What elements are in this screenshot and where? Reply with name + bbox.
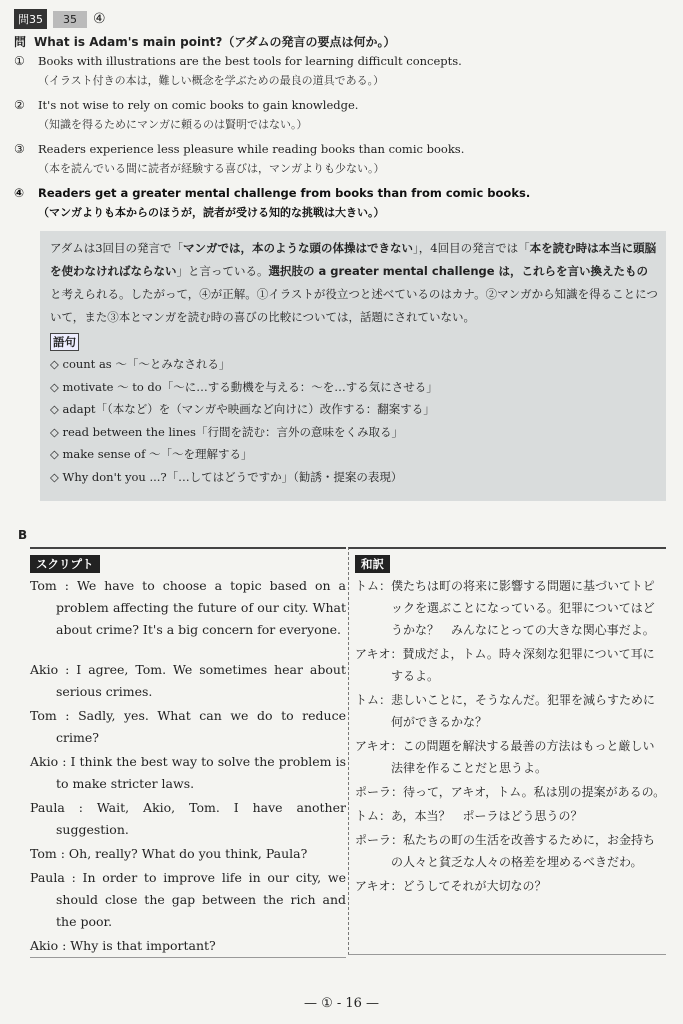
question-prefix: 問 bbox=[14, 35, 27, 49]
answer-mark: ④ bbox=[93, 11, 106, 27]
question-tag: 問35 bbox=[14, 9, 47, 29]
vocab-item: ◇ Why don't you ...?「…してはどうですか」（勧誘・提案の表現） bbox=[50, 469, 403, 484]
explanation-box bbox=[40, 231, 666, 501]
speaker-name: ポーラ bbox=[355, 785, 392, 799]
vocab-item: ◇ motivate ～ to do「～に…する動機を与える：～を…する気にさせる」 bbox=[50, 379, 438, 394]
option-japanese: （マンガよりも本からのほうが，読者が受ける知的な挑戦は大きい。） bbox=[38, 206, 385, 219]
dialogue-line: Paula : Wait, Akio, Tom. I have another suggestion. bbox=[30, 800, 346, 837]
speaker-name: Paula bbox=[30, 870, 65, 885]
dialogue-line: アキオ：この問題を解決する最善の方法はもっと厳しい法律を作ることだと思うよ。 bbox=[355, 739, 655, 775]
dialogue-line: Tom : Sadly, yes. What can we do to reduce crime? bbox=[30, 708, 346, 745]
dialogue-line: トム：あ，本当？ ポーラはどう思うの？ bbox=[355, 809, 583, 823]
speaker-name: トム bbox=[355, 809, 380, 823]
vocab-title: 語句 bbox=[50, 333, 79, 351]
script-panel bbox=[30, 547, 346, 958]
speaker-name: アキオ bbox=[355, 879, 391, 893]
option-number: ③ bbox=[14, 142, 25, 156]
option-english: Readers get a greater mental challenge from books than from comic books. bbox=[38, 186, 531, 200]
dialogue-line: Tom : We have to choose a topic based on a problem affecting the future of our city. What about crime? It's a big concern for everyone. bbox=[30, 578, 346, 637]
translation-lines bbox=[355, 575, 666, 897]
option-english: Readers experience less pleasure while reading books than comic books. bbox=[38, 142, 465, 156]
dialogue-line: トム：悲しいことに，そうなんだ。犯罪を減らすために何ができるかな？ bbox=[355, 693, 656, 729]
dialogue-line: ポーラ：私たちの町の生活を改善するために，お金持ちの人々と貧乏な人々の格差を埋めるべきだわ。 bbox=[355, 833, 656, 869]
option-english: Books with illustrations are the best tools for learning difficult concepts. bbox=[38, 54, 462, 68]
dialogue-line: Paula : In order to improve life in our city, we should close the gap between the rich and the poor. bbox=[30, 870, 346, 929]
option-english: It's not wise to rely on comic books to gain knowledge. bbox=[38, 98, 359, 112]
speaker-name: トム bbox=[355, 579, 380, 593]
dialogue-text: 賛成だよ，トム。時々深刻な犯罪について耳にするよ。 bbox=[391, 647, 655, 683]
dialogue-text: 僕たちは町の将来に影響する問題に基づいてトピックを選ぶことになっている。犯罪についてはどうかな？ みんなにとっての大きな関心事だよ。 bbox=[391, 579, 655, 637]
speaker-name: アキオ bbox=[355, 739, 391, 753]
question-body: What is Adam's main point?（アダムの発言の要点は何か。） bbox=[34, 35, 396, 49]
option-japanese: （知識を得るためにマンガに頼るのは賢明ではない。） bbox=[38, 118, 308, 131]
dialogue-line: アキオ：どうしてそれが大切なの？ bbox=[355, 879, 547, 893]
dialogue-line: ポーラ：待って，アキオ，トム。私は別の提案があるの。 bbox=[355, 785, 666, 799]
speaker-name: トム bbox=[355, 693, 380, 707]
speaker-name: Tom bbox=[30, 846, 57, 861]
speaker-name: Akio bbox=[30, 754, 59, 769]
explanation-text: アダムは3回目の発言で「マンガでは，本のような頭の体操はできない」，4回目の発言では「本を読む時は本当に頭脳を使わなければならない」と言っている。選択肢の a greater mental challenge は，これらを言い換えたものと考えられる。したがって，④が正解。①イラストが役立つと述べているのはカナ。②マンガから知識を得ることについて，また③本とマンガを読む時の喜びの比較については，話題にされていない。 bbox=[50, 241, 658, 324]
dialogue-text: 待って，アキオ，トム。私は別の提案があるの。 bbox=[403, 785, 666, 799]
dialogue-line: Akio : I think the best way to solve the problem is to make stricter laws. bbox=[30, 754, 346, 791]
dialogue-text: Why is that important? bbox=[70, 938, 216, 953]
speaker-name: Paula bbox=[30, 800, 65, 815]
dialogue-line: Akio : Why is that important? bbox=[30, 938, 216, 953]
option-japanese: （本を読んでいる間に読者が経験する喜びは，マンガよりも少ない。） bbox=[38, 162, 385, 175]
dialogue-text: In order to improve life in our city, we should close the gap between the rich and the poor. bbox=[56, 870, 346, 929]
option-japanese: （イラスト付きの本は，難しい概念を学ぶための最良の道具である。） bbox=[38, 74, 385, 87]
vocab-item: ◇ read between the lines「行間を読む：言外の意味をくみ取る」 bbox=[50, 424, 403, 439]
vocab-item: ◇ make sense of ～「～を理解する」 bbox=[50, 447, 253, 461]
dialogue-text: あ，本当？ ポーラはどう思うの？ bbox=[391, 809, 583, 823]
script-lines bbox=[30, 575, 346, 957]
dialogue-line: アキオ：賛成だよ，トム。時々深刻な犯罪について耳にするよ。 bbox=[355, 647, 655, 683]
speaker-name: Tom bbox=[30, 578, 57, 593]
dialogue-line: Tom : Oh, really? What do you think, Paula? bbox=[30, 846, 308, 861]
dialogue-text: I agree, Tom. We sometimes hear about serious crimes. bbox=[56, 662, 346, 699]
dialogue-line: トム：僕たちは町の将来に影響する問題に基づいてトピックを選ぶことになっている。犯罪についてはどうかな？ みんなにとっての大きな関心事だよ。 bbox=[355, 579, 655, 637]
option-3 bbox=[14, 140, 674, 178]
option-number: ① bbox=[14, 54, 25, 68]
question-text bbox=[14, 33, 674, 50]
vocab-item: ◇ adapt「（本など）を（マンガや映画など向けに）改作する：翻案する」 bbox=[50, 402, 435, 416]
page-number: — ① - 16 — bbox=[303, 996, 380, 1011]
dialogue-text: 悲しいことに，そうなんだ。犯罪を減らすために何ができるかな？ bbox=[391, 693, 656, 729]
script-label: スクリプト bbox=[30, 555, 100, 573]
dialogue-text: 私たちの町の生活を改善するために，お金持ちの人々と貧乏な人々の格差を埋めるべきだわ。 bbox=[391, 833, 656, 869]
option-number: ② bbox=[14, 98, 25, 112]
speaker-name: Akio bbox=[30, 662, 59, 677]
question-number: 35 bbox=[53, 11, 87, 28]
speaker-name: Akio bbox=[30, 938, 59, 953]
dialogue-text: We have to choose a topic based on a problem affecting the future of our city. What about crime? It's a big concern for everyone. bbox=[56, 578, 346, 637]
translation-label: 和訳 bbox=[355, 555, 390, 573]
speaker-name: アキオ bbox=[355, 647, 391, 661]
dialogue-text: I think the best way to solve the problem is to make stricter laws. bbox=[56, 754, 346, 791]
dialogue-line: Akio : I agree, Tom. We sometimes hear about serious crimes. bbox=[30, 662, 346, 699]
vocab-item: ◇ count as ～「～とみなされる」 bbox=[50, 357, 231, 371]
question-header bbox=[14, 9, 106, 29]
dialogue-text: Oh, really? What do you think, Paula? bbox=[68, 846, 308, 861]
dialogue-text: Wait, Akio, Tom. I have another suggestion. bbox=[56, 800, 346, 837]
vocab-list bbox=[50, 353, 658, 488]
speaker-name: Tom bbox=[30, 708, 57, 723]
option-1 bbox=[14, 52, 674, 90]
option-4-correct bbox=[14, 184, 674, 222]
dialogue-text: どうしてそれが大切なの？ bbox=[402, 879, 547, 893]
translation-panel bbox=[348, 547, 666, 955]
section-b-label: B bbox=[18, 528, 28, 542]
dialogue-text: この問題を解決する最善の方法はもっと厳しい法律を作ることだと思うよ。 bbox=[391, 739, 655, 775]
speaker-name: ポーラ bbox=[355, 833, 392, 847]
option-2 bbox=[14, 96, 674, 134]
dialogue-text: Sadly, yes. What can we do to reduce crime? bbox=[56, 708, 346, 745]
option-number: ④ bbox=[14, 186, 25, 200]
